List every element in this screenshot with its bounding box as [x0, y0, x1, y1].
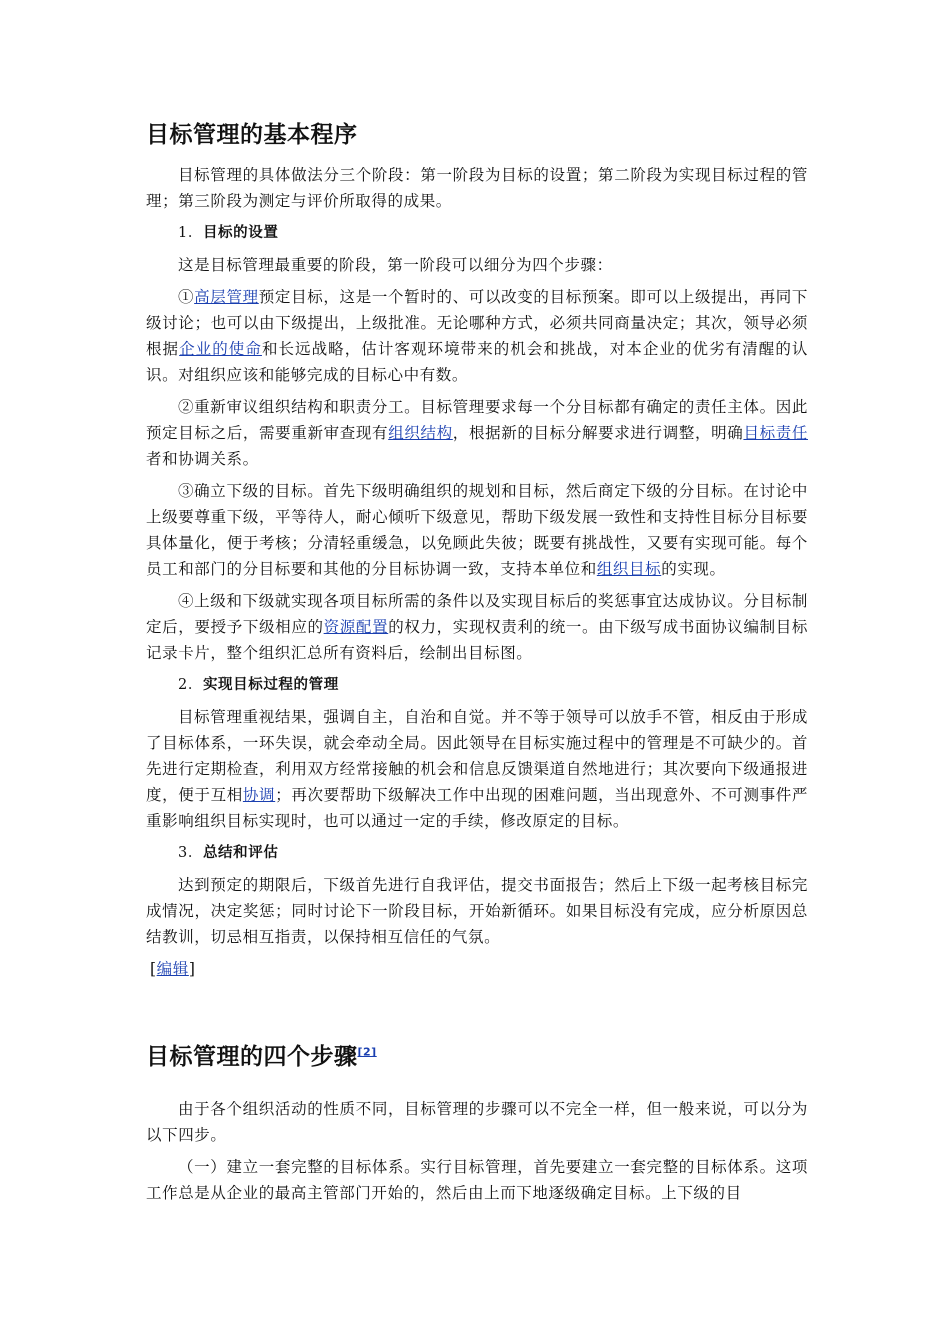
- text: 者和协调关系。: [146, 450, 259, 468]
- paragraph-step1-intro: 这是目标管理最重要的阶段，第一阶段可以细分为四个步骤：: [178, 256, 613, 274]
- link-enterprise-mission[interactable]: 企业的使命: [179, 340, 262, 358]
- text: 的权力，实现权责利的统一。由下级写成书面协议编制目标记录卡片，整个组织汇总所有资料后，绘制出目标图。: [146, 618, 808, 662]
- text: ①: [178, 288, 195, 306]
- paragraph-section2-intro: 由于各个组织活动的性质不同，目标管理的步骤可以不完全一样，但一般来说，可以分为以下四步。: [146, 1100, 808, 1144]
- title-text: 目标管理的四个步骤: [146, 1044, 358, 1070]
- link-target-responsibility[interactable]: 目标责任: [743, 424, 808, 442]
- text: 预定目标，这是一个暂时的、可以改变的目标预案。即可以上级提出，再同下级讨论；也可以由下级提出，上级批准。无论哪种方式，必须共同商量决定；其次，领导必须根据: [146, 288, 808, 358]
- paragraph-item-1: [146, 284, 808, 388]
- step-number: 3．: [178, 845, 203, 861]
- paragraph-intro: 目标管理的具体做法分三个阶段：第一阶段为目标的设置；第二阶段为实现目标过程的管理；第三阶段为测定与评价所取得的成果。: [146, 166, 808, 210]
- bracket: [: [150, 960, 157, 978]
- step-number: 2．: [178, 677, 203, 693]
- link-resource-allocation[interactable]: 资源配置: [323, 618, 389, 636]
- step-heading-3: [146, 840, 808, 866]
- text: 的实现。: [661, 560, 726, 578]
- step-heading-1: [146, 220, 808, 246]
- text: ②重新审议组织结构和职责分工。目标管理要求每一个分目标都有确定的责任主体。因此预定目标之后，需要重新审查现有: [146, 398, 808, 442]
- edit-link-row: [146, 956, 808, 982]
- text: 目标管理重视结果，强调自主，自治和自觉。并不等于领导可以放手不管，相反由于形成了目标体系，一环失误，就会牵动全局。因此领导在目标实施过程中的管理是不可缺少的。首先进行定期检查，利用双方经常接触的机会和信息反馈渠道自然地进行；其次要向下级通报进度，便于互相: [146, 708, 808, 804]
- step-title: 总结和评估: [202, 845, 279, 861]
- link-org-structure[interactable]: 组织结构: [388, 424, 453, 442]
- paragraph-item-4: [146, 588, 808, 666]
- step-title: 目标的设置: [202, 225, 279, 241]
- paragraph-section2-step1: （一）建立一套完整的目标体系。实行目标管理，首先要建立一套完整的目标体系。这项工作总是从企业的最高主管部门开始的，然后由上而下地逐级确定目标。上下级的目: [146, 1158, 808, 1202]
- text: ④上级和下级就实现各项目标所需的条件以及实现目标后的奖惩事宜达成协议。分目标制定后，要授予下级相应的: [146, 592, 808, 636]
- paragraph-item-3: [146, 478, 808, 582]
- link-org-goal[interactable]: 组织目标: [596, 560, 662, 578]
- section-title-2: [146, 1040, 808, 1074]
- text: ，根据新的目标分解要求进行调整，明确: [452, 424, 744, 442]
- paragraph-step3: 达到预定的期限后，下级首先进行自我评估，提交书面报告；然后上下级一起考核目标完成情况，决定奖惩；同时讨论下一阶段目标，开始新循环。如果目标没有完成，应分析原因总结教训，切忌相互指责，以保持相互信任的气氛。: [146, 876, 808, 946]
- paragraph-item-2: [146, 394, 808, 472]
- text: ；再次要帮助下级解决工作中出现的困难问题，当出现意外、不可测事件严重影响组织目标实现时，也可以通过一定的手续，修改原定的目标。: [146, 786, 808, 830]
- link-senior-management[interactable]: 高层管理: [194, 288, 259, 306]
- edit-link[interactable]: 编辑: [156, 960, 189, 978]
- text: 和长远战略，估计客观环境带来的机会和挑战，对本企业的优劣有清醒的认识。对组织应该和能够完成的目标心中有数。: [146, 340, 808, 384]
- paragraph-step2: [146, 704, 808, 834]
- step-number: 1．: [178, 225, 203, 241]
- text: ③确立下级的目标。首先下级明确组织的规划和目标，然后商定下级的分目标。在讨论中上级要尊重下级，平等待人，耐心倾听下级意见，帮助下级发展一致性和支持性目标分目标要具体量化，便于考核；分清轻重缓急，以免顾此失彼；既要有挑战性，又要有实现可能。每个员工和部门的分目标要和其他的分目标协调一致，支持本单位和: [146, 482, 808, 578]
- step-heading-2: [146, 672, 808, 698]
- section-title: 目标管理的基本程序: [146, 122, 358, 148]
- link-coordinate[interactable]: 协调: [242, 786, 276, 804]
- step-title: 实现目标过程的管理: [202, 677, 339, 693]
- bracket: ]: [188, 960, 196, 978]
- reference-link[interactable]: [2]: [357, 1045, 377, 1059]
- document-page: [146, 118, 808, 1212]
